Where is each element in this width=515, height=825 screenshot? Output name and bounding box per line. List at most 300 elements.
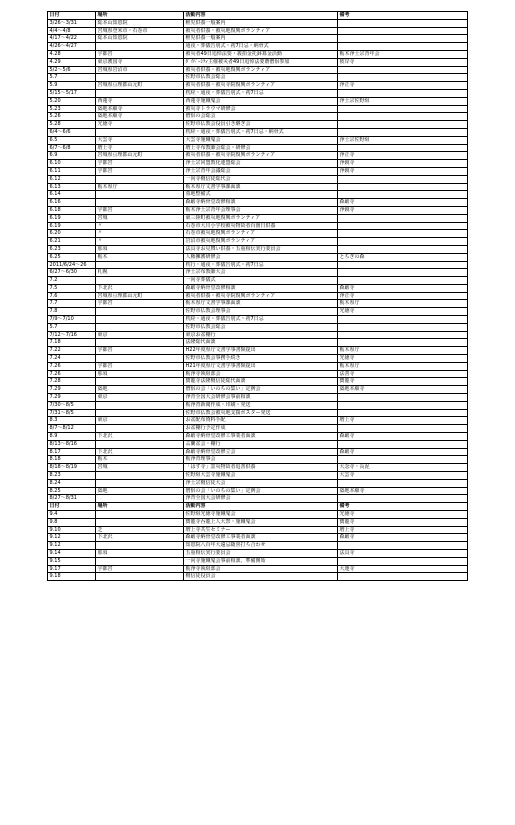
- cell-date: 5.7: [48, 323, 96, 331]
- cell-place: 宇都宮: [96, 160, 184, 168]
- table-row: [48, 269, 468, 277]
- cell-place: 宇都宮: [96, 300, 184, 308]
- cell-activity: 石巻市被災地復興ボランティア: [184, 230, 338, 238]
- cell-date: 9.15: [48, 557, 96, 565]
- cell-activity: 森厳寺納骨堂改修工事業者面談: [184, 534, 338, 542]
- table-row: [48, 35, 468, 43]
- cell-activity: 法隆総代面談: [184, 339, 338, 347]
- table-row: [48, 66, 468, 74]
- cell-place: [96, 191, 184, 199]
- cell-activity: 岩沼市被災地復興ボランティア: [184, 238, 338, 246]
- cell-date: 7/30～8/5: [48, 401, 96, 409]
- table-row: [48, 511, 468, 519]
- cell-activity: 一向寺檀信徒総代会: [184, 175, 338, 183]
- cell-note: [338, 456, 468, 464]
- cell-note: [338, 222, 468, 230]
- cell-place: 場所: [96, 12, 184, 20]
- cell-note: [338, 66, 468, 74]
- cell-date: 7.24: [48, 355, 96, 363]
- cell-note: [338, 183, 468, 191]
- cell-note: 森厳寺: [338, 284, 468, 292]
- cell-date: 4/4～4/8: [48, 27, 96, 35]
- cell-date: 8.17: [48, 448, 96, 456]
- table-row: [48, 152, 468, 160]
- table-row: [48, 136, 468, 144]
- cell-activity: 森厳寺納骨堂改修相談: [184, 199, 338, 207]
- cell-date: 5/2～5/6: [48, 66, 96, 74]
- cell-note: [338, 19, 468, 27]
- cell-place: [96, 199, 184, 207]
- cell-note: 浄正寺: [338, 292, 468, 300]
- table-row: [48, 214, 468, 222]
- cell-note: [338, 245, 468, 253]
- cell-place: [96, 495, 184, 503]
- cell-note: 浄鏡寺: [338, 167, 468, 175]
- cell-note: [338, 89, 468, 97]
- cell-activity: 五重相伝実行委員会: [184, 549, 338, 557]
- table-row: [48, 19, 468, 27]
- table-header-row-2: [48, 503, 468, 511]
- cell-date: 7.29: [48, 386, 96, 394]
- cell-activity: 栃木県庁文書学事課面談: [184, 183, 338, 191]
- cell-activity: 佐野市仏教会事務手続き: [184, 355, 338, 363]
- table-row: [48, 167, 468, 175]
- cell-date: 5.9: [48, 82, 96, 90]
- cell-note: 浄鏡寺: [338, 206, 468, 214]
- table-row: [48, 565, 468, 573]
- table-row: [48, 245, 468, 253]
- cell-activity: 佐野市仏教会役員引き継ぎ会: [184, 121, 338, 129]
- cell-date: 9.12: [48, 534, 96, 542]
- table-row: [48, 308, 468, 316]
- table-row: [48, 58, 468, 66]
- cell-date: 7/31～8/5: [48, 409, 96, 417]
- cell-activity: 僧侶の会総会: [184, 113, 338, 121]
- cell-date: 7.26: [48, 370, 96, 378]
- cell-note: [338, 401, 468, 409]
- cell-activity: 浄土宗布教師大会: [184, 269, 338, 277]
- table-row: [48, 160, 468, 168]
- cell-note: [338, 191, 468, 199]
- cell-place: 宇都宮: [96, 565, 184, 573]
- cell-activity: 稚児供養一般案内: [184, 35, 338, 43]
- cell-activity: 被災寺トラウマ研修会: [184, 105, 338, 113]
- table-row: [48, 573, 468, 581]
- cell-note: 浄正寺: [338, 152, 468, 160]
- cell-place: [96, 557, 184, 565]
- cell-activity: お盆配布資料手配: [184, 417, 338, 425]
- table-row: [48, 549, 468, 557]
- table-row: [48, 144, 468, 152]
- cell-date: 8.25: [48, 487, 96, 495]
- cell-place: 宮城県亘理郡山元町: [96, 152, 184, 160]
- table-row: [48, 191, 468, 199]
- cell-date: 5.26: [48, 113, 96, 121]
- cell-activity: 浄青全国大会研修会事前相談: [184, 394, 338, 402]
- cell-activity: 「はす寺」霊災物故者追善供養: [184, 464, 338, 472]
- cell-date: 6.14: [48, 191, 96, 199]
- table-row: [48, 238, 468, 246]
- cell-date: 9.10: [48, 526, 96, 534]
- cell-activity: 栃浄寺執組部会: [184, 370, 338, 378]
- cell-place: 宇都宮: [96, 347, 184, 355]
- table-row: [48, 206, 468, 214]
- table-row: [48, 292, 468, 300]
- cell-note: [338, 105, 468, 113]
- table-row: [48, 440, 468, 448]
- cell-activity: 栃浄青理事会: [184, 456, 338, 464]
- cell-place: 那須: [96, 549, 184, 557]
- cell-activity: 稚児供養一般案内: [184, 19, 338, 27]
- cell-place: 札幌: [96, 269, 184, 277]
- cell-activity: 被災者供養・被災寺院復興ボランティア: [184, 82, 338, 90]
- table-row: [48, 417, 468, 425]
- cell-place: 光徳寺: [96, 121, 184, 129]
- cell-note: [338, 542, 468, 550]
- cell-date: 3/26～3/31: [48, 19, 96, 27]
- cell-note: [338, 175, 468, 183]
- cell-activity: 森厳寺納骨堂改修相談: [184, 284, 338, 292]
- cell-note: 増上寺: [338, 417, 468, 425]
- cell-place: [96, 308, 184, 316]
- cell-activity: 知恩院八百年大遠忌随喜打ち合わせ: [184, 542, 338, 550]
- table-row: [48, 128, 468, 136]
- cell-note: 浄土宗佐野組: [338, 136, 468, 144]
- cell-place: 東京護国寺: [96, 58, 184, 66]
- cell-note: [338, 440, 468, 448]
- cell-note: [338, 113, 468, 121]
- table-row: [48, 222, 468, 230]
- cell-place: 〃: [96, 222, 184, 230]
- cell-activity: 被災者供養・被災寺院復興ボランティア: [184, 152, 338, 160]
- cell-activity: 佐野市仏教会理事会: [184, 308, 338, 316]
- cell-place: 宇都宮: [96, 167, 184, 175]
- cell-note: 浄鏡寺: [338, 160, 468, 168]
- cell-place: 築地本願寺: [96, 113, 184, 121]
- cell-note: [338, 238, 468, 246]
- cell-place: 栃木: [96, 456, 184, 464]
- cell-place: 大雲寺: [96, 136, 184, 144]
- cell-activity: 一向寺施餓鬼会事前相談、準備開始: [184, 557, 338, 565]
- cell-note: [338, 214, 468, 222]
- table-row: [48, 121, 468, 129]
- cell-place: [96, 261, 184, 269]
- cell-note: 備考: [338, 503, 468, 511]
- cell-note: 浄土宗佐野組: [338, 97, 468, 105]
- cell-note: 森厳寺: [338, 199, 468, 207]
- cell-place: [96, 355, 184, 363]
- cell-place: 東京: [96, 394, 184, 402]
- cell-note: 森厳寺: [338, 448, 468, 456]
- cell-activity: 通夜・葬儀告別式・初7日忌・納骨式: [184, 43, 338, 51]
- cell-date: 9.14: [48, 549, 96, 557]
- cell-date: 6.12: [48, 175, 96, 183]
- table-row: [48, 50, 468, 58]
- cell-place: 宮城県登米市・石巻市: [96, 27, 184, 35]
- cell-activity: 増上寺共生セミナー: [184, 526, 338, 534]
- cell-date: 6/4～6/6: [48, 128, 96, 136]
- cell-date: 7.28: [48, 378, 96, 386]
- cell-activity: H21年度県庁文書学事書類提出: [184, 362, 338, 370]
- table-row: [48, 43, 468, 51]
- cell-date: 8.9: [48, 433, 96, 441]
- cell-note: 浄正寺: [338, 82, 468, 90]
- cell-note: [338, 121, 468, 129]
- cell-activity: 寶龍寺吞龍上人大祭・施餓鬼会: [184, 518, 338, 526]
- cell-place: 西蓮寺: [96, 97, 184, 105]
- table-row: [48, 370, 468, 378]
- table-row: [48, 113, 468, 121]
- cell-place: [96, 409, 184, 417]
- cell-note: [338, 425, 468, 433]
- table-row: [48, 518, 468, 526]
- cell-place: 〃: [96, 230, 184, 238]
- cell-place: 下北沢: [96, 284, 184, 292]
- cell-place: 下北沢: [96, 534, 184, 542]
- cell-place: 築地: [96, 386, 184, 394]
- cell-note: [338, 277, 468, 285]
- activity-table: [47, 11, 468, 581]
- table-row: [48, 331, 468, 339]
- cell-place: [96, 440, 184, 448]
- cell-place: 下北沢: [96, 448, 184, 456]
- cell-activity: 枕行・通夜・葬儀告別式・初7日忌: [184, 261, 338, 269]
- cell-note: 栃木県庁: [338, 362, 468, 370]
- cell-date: 8/18～8/19: [48, 464, 96, 472]
- cell-date: 6.5: [48, 136, 96, 144]
- table-row: [48, 105, 468, 113]
- table-row: [48, 433, 468, 441]
- cell-place: 宇都宮: [96, 362, 184, 370]
- cell-date: 6.11: [48, 167, 96, 175]
- table-row: [48, 300, 468, 308]
- cell-date: 9.12: [48, 542, 96, 550]
- cell-place: [96, 128, 184, 136]
- cell-date: 8/27～8/31: [48, 495, 96, 503]
- cell-note: [338, 35, 468, 43]
- cell-date: 日付: [48, 503, 96, 511]
- cell-note: [338, 331, 468, 339]
- table-row: [48, 284, 468, 292]
- cell-activity: 僧侶の会「いのちの集い」定例会: [184, 487, 338, 495]
- cell-note: [338, 128, 468, 136]
- cell-date: 6.23: [48, 245, 96, 253]
- cell-note: 光徳寺: [338, 355, 468, 363]
- cell-activity: 増上寺布教師会総会・研修会: [184, 144, 338, 152]
- cell-note: 大念寺・長泥: [338, 464, 468, 472]
- cell-note: 森厳寺: [338, 534, 468, 542]
- table-row: [48, 526, 468, 534]
- cell-date: 9.17: [48, 565, 96, 573]
- table-header-row: [48, 12, 468, 20]
- cell-date: 7.2: [48, 277, 96, 285]
- cell-date: 6.19: [48, 222, 96, 230]
- cell-place: [96, 339, 184, 347]
- cell-activity: 被災者49日追悼法要・義捐金托鉢募金活動: [184, 50, 338, 58]
- cell-note: 増上寺: [338, 526, 468, 534]
- cell-activity: 一向寺葬儀式: [184, 277, 338, 285]
- cell-activity: 被災者供養・被災寺院復興ボランティア: [184, 292, 338, 300]
- cell-note: 備考: [338, 12, 468, 20]
- cell-activity: 東京お盆棚行: [184, 331, 338, 339]
- cell-activity: 栃浄青新聞作成・印刷・発送: [184, 401, 338, 409]
- cell-activity: 浄土宗檀信徒大会: [184, 479, 338, 487]
- cell-date: 6.21: [48, 238, 96, 246]
- cell-activity: 栃浄寺執組部会: [184, 565, 338, 573]
- cell-place: 宮城: [96, 214, 184, 222]
- cell-activity: 東三陸町被災地復興ボランティア: [184, 214, 338, 222]
- table-row: [48, 27, 468, 35]
- table-row: [48, 175, 468, 183]
- cell-activity: 佐野組光徳寺施餓鬼会: [184, 511, 338, 519]
- cell-note: 法具寺: [338, 549, 468, 557]
- cell-note: 栃木県庁: [338, 300, 468, 308]
- table-row: [48, 261, 468, 269]
- table-row: [48, 355, 468, 363]
- cell-place: [96, 378, 184, 386]
- cell-date: 5.28: [48, 121, 96, 129]
- cell-place: 築地本願寺: [96, 105, 184, 113]
- cell-place: 総本山知恩院: [96, 35, 184, 43]
- table-row: [48, 230, 468, 238]
- table-row: [48, 378, 468, 386]
- cell-place: 増上寺: [96, 144, 184, 152]
- cell-date: 6.19: [48, 214, 96, 222]
- cell-activity: 栃木浄土宗青年会理事会: [184, 206, 338, 214]
- cell-date: 5.23: [48, 105, 96, 113]
- cell-note: [338, 495, 468, 503]
- cell-note: [338, 43, 468, 51]
- cell-note: [338, 394, 468, 402]
- cell-place: [96, 277, 184, 285]
- cell-place: [96, 542, 184, 550]
- cell-date: 8/7～8/12: [48, 425, 96, 433]
- cell-note: 法善寺: [338, 370, 468, 378]
- table-row: [48, 456, 468, 464]
- cell-place: 東京: [96, 331, 184, 339]
- table-row: [48, 339, 468, 347]
- cell-place: 場所: [96, 503, 184, 511]
- cell-date: 5.7: [48, 74, 96, 82]
- cell-place: [96, 43, 184, 51]
- cell-note: [338, 230, 468, 238]
- cell-date: 6.20: [48, 230, 96, 238]
- cell-place: [96, 175, 184, 183]
- table-row: [48, 495, 468, 503]
- cell-date: 6.13: [48, 183, 96, 191]
- cell-note: [338, 261, 468, 269]
- cell-date: 7.6: [48, 292, 96, 300]
- cell-activity: 佐野市仏教会総会: [184, 323, 338, 331]
- cell-activity: 活動内容: [184, 12, 338, 20]
- cell-place: 芝: [96, 526, 184, 534]
- cell-activity: 大雲寺施餓鬼会: [184, 136, 338, 144]
- cell-date: 7.22: [48, 347, 96, 355]
- cell-activity: 被災者供養・被災地復興ボランティア: [184, 66, 338, 74]
- cell-place: 栃木県庁: [96, 183, 184, 191]
- cell-note: とちぎの森: [338, 253, 468, 261]
- cell-date: 8.24: [48, 479, 96, 487]
- cell-date: 8.18: [48, 456, 96, 464]
- cell-date: 6.16: [48, 199, 96, 207]
- cell-place: 東京: [96, 417, 184, 425]
- cell-note: 寶龍寺: [338, 518, 468, 526]
- cell-place: [96, 323, 184, 331]
- table-row: [48, 89, 468, 97]
- table-row: [48, 394, 468, 402]
- cell-activity: 西蓮寺施餓鬼会: [184, 97, 338, 105]
- cell-note: 彼岸寺: [338, 58, 468, 66]
- cell-note: 大雲寺: [338, 472, 468, 480]
- cell-note: [338, 323, 468, 331]
- table-row: [48, 425, 468, 433]
- cell-activity: H22年度県庁文書学事書類提出: [184, 347, 338, 355]
- cell-place: [96, 425, 184, 433]
- table-row: [48, 401, 468, 409]
- cell-date: 4.28: [48, 50, 96, 58]
- cell-place: [96, 479, 184, 487]
- cell-date: 6.18: [48, 206, 96, 214]
- table-row: [48, 448, 468, 456]
- cell-place: 那須: [96, 370, 184, 378]
- cell-place: 宮城県岩沼市: [96, 66, 184, 74]
- cell-note: [338, 144, 468, 152]
- cell-date: 7/9～7/10: [48, 316, 96, 324]
- cell-activity: ﾀﾞｲﾊﾞｰｼﾃｨ主催被災者49日追悼法要齋僧侶参加: [184, 58, 338, 66]
- table-row: [48, 253, 468, 261]
- cell-place: 宇都宮: [96, 206, 184, 214]
- cell-place: [96, 472, 184, 480]
- cell-note: 寶龍寺: [338, 378, 468, 386]
- cell-date: 7.29: [48, 394, 96, 402]
- cell-note: [338, 27, 468, 35]
- cell-activity: 枕経・通夜・葬儀告別式・初7日忌・納骨式: [184, 128, 338, 136]
- table-row: [48, 97, 468, 105]
- table-row: [48, 386, 468, 394]
- cell-activity: 墓地整備式: [184, 191, 338, 199]
- table-row: [48, 347, 468, 355]
- cell-activity: 法具寺お見舞い供養・五重相伝実行委員会: [184, 245, 338, 253]
- table-row: [48, 557, 468, 565]
- cell-date: 6/27～6/30: [48, 269, 96, 277]
- cell-note: [338, 74, 468, 82]
- cell-activity: 佐野市仏教会被災地支援ポスター発送: [184, 409, 338, 417]
- cell-note: 築地本願寺: [338, 386, 468, 394]
- table-row: [48, 323, 468, 331]
- cell-date: 7.26: [48, 362, 96, 370]
- cell-note: 森厳寺: [338, 433, 468, 441]
- cell-activity: 檀信徒役員会: [184, 573, 338, 581]
- cell-place: [96, 573, 184, 581]
- cell-note: 栃木県庁: [338, 347, 468, 355]
- cell-place: 宮城: [96, 464, 184, 472]
- cell-place: 総本山知恩院: [96, 19, 184, 27]
- cell-place: [96, 511, 184, 519]
- cell-note: [338, 269, 468, 277]
- cell-note: [338, 339, 468, 347]
- table-row: [48, 199, 468, 207]
- cell-note: 光徳寺: [338, 511, 468, 519]
- cell-date: 7.18: [48, 339, 96, 347]
- cell-place: 宮城県亘理郡山元町: [96, 292, 184, 300]
- cell-place: 築地: [96, 487, 184, 495]
- cell-note: 大運寺: [338, 565, 468, 573]
- cell-activity: 枕経・通夜・葬儀告別式・初7日忌: [184, 89, 338, 97]
- activity-log-sheet: [47, 11, 467, 581]
- table-row: [48, 464, 468, 472]
- table-row: [48, 74, 468, 82]
- cell-activity: 被災者供養・被災地復興ボランティア: [184, 27, 338, 35]
